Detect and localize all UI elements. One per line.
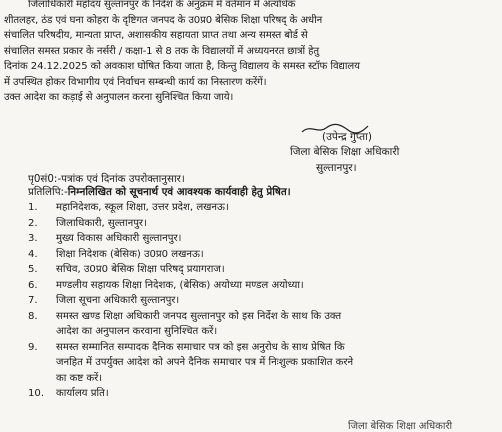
signature-block [290, 130, 490, 176]
item-text: आदेश का अनुपालन करवाना सुनिश्चित करें। [56, 326, 218, 337]
list-item [28, 278, 498, 294]
list-item [28, 293, 498, 309]
signatory-place: सुल्तानपुर। [316, 162, 357, 174]
paragraph-line: संचालित समस्त प्रकार के नर्सरी / कक्षा-1 से 8 तक के विद्यालयों में अध्ययनरत छात्रों हेतु [4, 45, 320, 57]
list-item [28, 200, 498, 216]
paragraph-line: दिनांक 24.12.2025 को अवकाश घोषित किया जाता है, किन्तु विद्यालय के समस्त स्टॉफ विद्यालय [4, 61, 360, 72]
list-item [28, 262, 498, 278]
list-item [28, 340, 498, 387]
order-paragraph [4, 0, 498, 106]
item-text: जनहित में उपर्युक्त आदेश को अपने दैनिक समाचार पत्र में निःशुल्क प्रकाशित करने [56, 357, 354, 368]
paragraph-line: में उपस्थित होकर विभागीय एवं निर्वाचन सम्बन्धी कार्य का निस्तारण करेंगें। [4, 76, 267, 88]
paragraph-line: उक्त आदेश का कड़ाई से अनुपालन करना सुनिश्चित किया जाये। [4, 92, 234, 103]
list-item [28, 309, 498, 340]
paragraph-line: शीतलहर, ठंड एवं घना कोहरा के दृष्टिगत जनपद के उ0प्र0 बेसिक शिक्षा परिषद् के अधीन [4, 14, 323, 26]
copy-text: निम्नलिखित को सूचनार्थ एवं आवश्यक कार्यवाही हेतु प्रेषित। [67, 186, 291, 198]
list-item [28, 386, 498, 402]
item-number: 5. [28, 264, 38, 275]
item-text: मुख्य विकास अधिकारी सुल्तानपुर। [56, 233, 182, 244]
signatory-name: (उपेन्द्र गुप्ता) [322, 131, 372, 143]
item-number: 2. [28, 217, 38, 229]
signatory-designation: जिला बेसिक शिक्षा अधिकारी [290, 146, 400, 158]
item-text: जिला सूचना अधिकारी सुल्तानपुर। [56, 295, 180, 306]
item-text: का कष्ट करें। [56, 372, 103, 384]
item-text: समस्त सम्मानित सम्पादक दैनिक समाचार पत्र को इस अनुरोध के साथ प्रेषित कि [56, 341, 345, 353]
list-item [28, 231, 498, 247]
item-text: शिक्षा निदेशक (बेसिक) उ0प्र0 लखनऊ। [56, 248, 204, 260]
reference-line: पृ0सं0:-पत्रांक एवं दिनांक उपरोक्तानुसार। [28, 173, 185, 185]
item-number: 1. [28, 202, 38, 213]
item-number: 9. [28, 341, 38, 353]
item-number: 8. [28, 310, 38, 322]
item-text: सचिव, उ0प्र0 बेसिक शिक्षा परिषद् प्रयागराज। [56, 264, 225, 275]
list-item [28, 216, 498, 232]
item-number: 6. [28, 279, 38, 291]
item-number: 3. [28, 233, 38, 244]
copy-to-line [28, 185, 291, 199]
item-text: जिलाधिकारी, सुल्तानपुर। [56, 217, 147, 229]
footer-signature-partial: जिला बेसिक शिक्षा अधिकारी [348, 421, 453, 432]
copy-lead: प्रतिलिपि:- [28, 186, 68, 198]
item-text: समस्त खण्ड शिक्षा अधिकारी जनपद सुल्तानपुर को इस निर्देश के साथ कि उक्त [56, 310, 342, 322]
item-number: 4. [28, 248, 38, 260]
list-item [28, 247, 498, 263]
item-text: महानिदेशक, स्कूल शिक्षा, उत्तर प्रदेश, लखनऊ। [56, 202, 229, 213]
recipient-list [28, 200, 498, 402]
item-text: मण्डलीय सहायक शिक्षा निदेशक, (बेसिक) अयोध्या मण्डल अयोध्या। [56, 279, 304, 291]
paragraph-line: जिलाधिकारी महोदय सुल्तानपुर के निर्देश के अनुक्रम में वर्तमान में अत्यधिक [28, 0, 296, 10]
paragraph-line: संचालित परिषदीय, मान्यता प्राप्त, अशासकीय सहायता प्राप्त तथा अन्य समस्त बोर्ड से [4, 30, 308, 41]
item-text: कार्यालय प्रति। [56, 388, 109, 399]
item-number: 7. [28, 295, 38, 306]
item-number: 10. [28, 388, 45, 399]
